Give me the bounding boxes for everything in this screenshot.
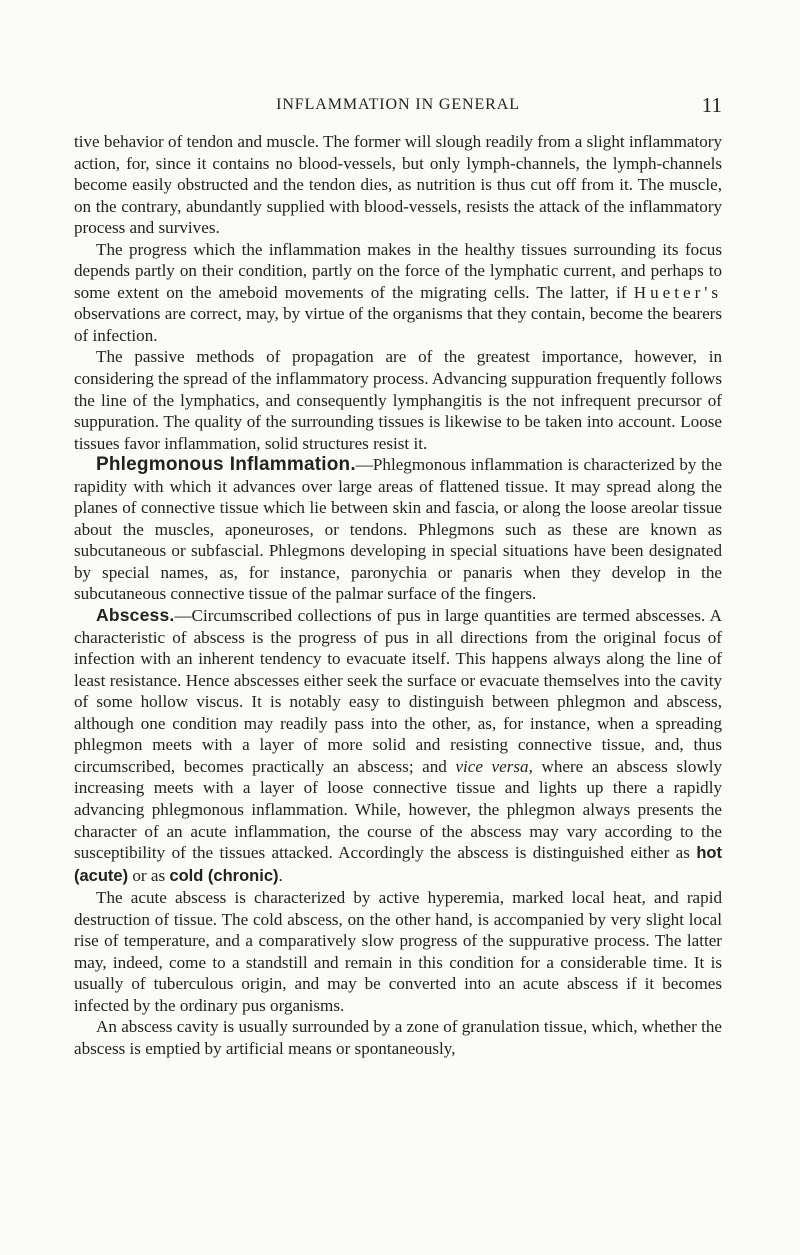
author-name: Hueter's (633, 282, 722, 302)
paragraph-text: observations are correct, may, by virtue of the organisms that they contain, become the bearers of infection. (74, 304, 722, 345)
paragraph-passive-methods (74, 346, 722, 454)
section-heading-phlegmonous: Phlegmonous Inflammation. (96, 454, 356, 476)
paragraph-abscess (74, 605, 722, 887)
paragraph-text: The acute abscess is characterized by active hyperemia, marked local heat, and rapid destruction of tissue. The cold abscess, on the other hand, is accompanied by very slight local rise of temperature, and a comparatively slow progress of the suppurative process. The latter may, indeed, come to a standstill and remain in this condition for a considerable time. It is usually of tuberculous origin, and may be converted into an acute abscess if it becomes infected by the ordinary pus organisms. (74, 888, 722, 1015)
running-head (74, 93, 722, 118)
body-text (74, 131, 722, 1060)
paragraph-phlegmonous (74, 454, 722, 605)
term-hot-acute: hot (acute) (74, 844, 722, 885)
running-title: INFLAMMATION IN GENERAL (276, 96, 520, 113)
paragraph-text: tive behavior of tendon and muscle. The former will slough readily from a slight inflammatory action, for, since it contains no blood-vessels, but only lymph-channels, the lymph-channels become easily obstructed and the tendon dies, as nutrition is thus cut off from it. The muscle, on the contrary, abundantly supplied with blood-vessels, resists the attack of the inflammatory process and survives. (74, 132, 722, 238)
paragraph-text: The passive methods of propagation are of the greatest importance, however, in considering the spread of the inflammatory process. Advancing suppuration frequently follows the line of the lymphatics, and consequently lymphangitis is the not infrequent precursor of suppuration. The quality of the surrounding tissues is likewise to be taken into account. Loose tissues favor inflammation, solid structures resist it. (74, 347, 722, 453)
italic-phrase: vice versa, (455, 756, 533, 776)
paragraph-progress (74, 239, 722, 347)
paragraph-text: . (278, 865, 283, 885)
paragraph-text: or as (128, 865, 170, 885)
paragraph-text: where an abscess slowly increasing meets with a layer of loose connective tissue and lights up there a rapidly advancing phlegmonous inflammation. While, however, the phlegmon always presents the character of an acute inflammation, the course of the abscess may vary according to the susceptibility of the tissues attacked. Accordingly the abscess is distinguished either as (74, 756, 723, 863)
paragraph-abscess-cavity (74, 1016, 722, 1059)
term-cold-chronic: cold (chronic) (169, 866, 279, 885)
paragraph-text: The progress which the inflammation makes in the healthy tissues surrounding its focus depends partly on their condition, partly on the force of the lymphatic current, and perhaps to some extent on the ameboid movements of the migrating cells. The latter, if (74, 239, 722, 302)
paragraph-acute-abscess (74, 887, 722, 1016)
paragraph-text: An abscess cavity is usually surrounded by a zone of granulation tissue, which, whether the abscess is emptied by artificial means or spontaneously, (74, 1017, 722, 1058)
paragraph-text: —Phlegmonous inflammation is characterized by the rapidity with which it advances over large areas of flattened tissue. It may spread along the planes of connective tissue which lie between skin and fascia, or along the loose areolar tissue about the muscles, aponeuroses, or tendons. Phlegmons such as these are known as subcutaneous or subfascial. Phlegmons developing in special situations have been designated by special names, as, for instance, paronychia or panaris when they develop in the subcutaneous connective tissue of the palmar surface of the fingers. (74, 455, 723, 604)
page-number: 11 (701, 93, 722, 117)
paragraph-continuation (74, 131, 722, 239)
paragraph-text: —Circumscribed collections of pus in large quantities are termed abscesses. A characteristic of abscess is the progress of pus in all directions from the original focus of infection with an inherent tendency to evacuate itself. This happens always along the line of least resistance. Hence abscesses either seek the surface or evacuate themselves into the cavity of some hollow viscus. It is notably easy to distinguish between phlegmon and abscess, although one condition may readily pass into the other, as, for instance, when a spreading phlegmon meets with a layer of more solid and resisting connective tissue, and, thus circumscribed, becomes practically an abscess; and (74, 606, 722, 776)
section-heading-abscess: Abscess. (96, 605, 175, 626)
